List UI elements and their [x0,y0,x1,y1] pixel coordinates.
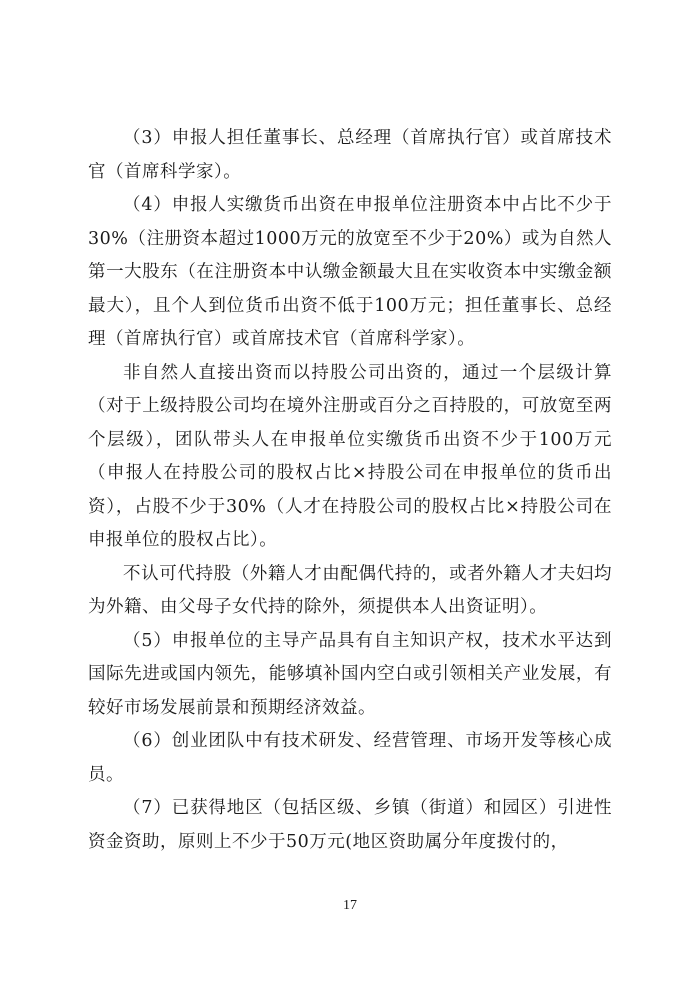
paragraph-item-5: （5）申报单位的主导产品具有自主知识产权，技术水平达到国际先进或国内领先，能够填补国内空白或引领相关产业发展，有较好市场发展前景和预期经济效益。 [88,630,612,718]
paragraph-holding-company: 非自然人直接出资而以持股公司出资的，通过一个层级计算（对于上级持股公司均在境外注册或百分之百持股的，可放宽至两个层级），团队带头人在申报单位实缴货币出资不少于100万元（申报人在持股公司的股权占比×持股公司在申报单位的货币出资），占股不少于30%（人才在持股公司的股权占比×持股公司在申报单位的股权占比）。 [88,362,612,550]
paragraph-item-3: （3）申报人担任董事长、总经理（首席执行官）或首席技术官（首席科学家）。 [88,128,612,182]
paragraph-item-7: （7）已获得地区（包括区级、乡镇（街道）和园区）引进性资金资助，原则上不少于50万元(地区资助属分年度拨付的， [88,798,612,852]
paragraph-item-4: （4）申报人实缴货币出资在申报单位注册资本中占比不少于30%（注册资本超过1000万元的放宽至不少于20%）或为自然人第一大股东（在注册资本中认缴金额最大且在实收资本中实缴金额最大），且个人到位货币出资不低于100万元；担任董事长、总经理（首席执行官）或首席技术官（首席科学家）。 [88,195,612,349]
page-number: 17 [343,898,357,913]
paragraph-proxy-holding: 不认可代持股（外籍人才由配偶代持的，或者外籍人才夫妇均为外籍、由父母子女代持的除外，须提供本人出资证明）。 [88,563,612,617]
body-text [88,122,612,859]
paragraph-item-6: （6）创业团队中有技术研发、经营管理、市场开发等核心成员。 [88,731,612,785]
